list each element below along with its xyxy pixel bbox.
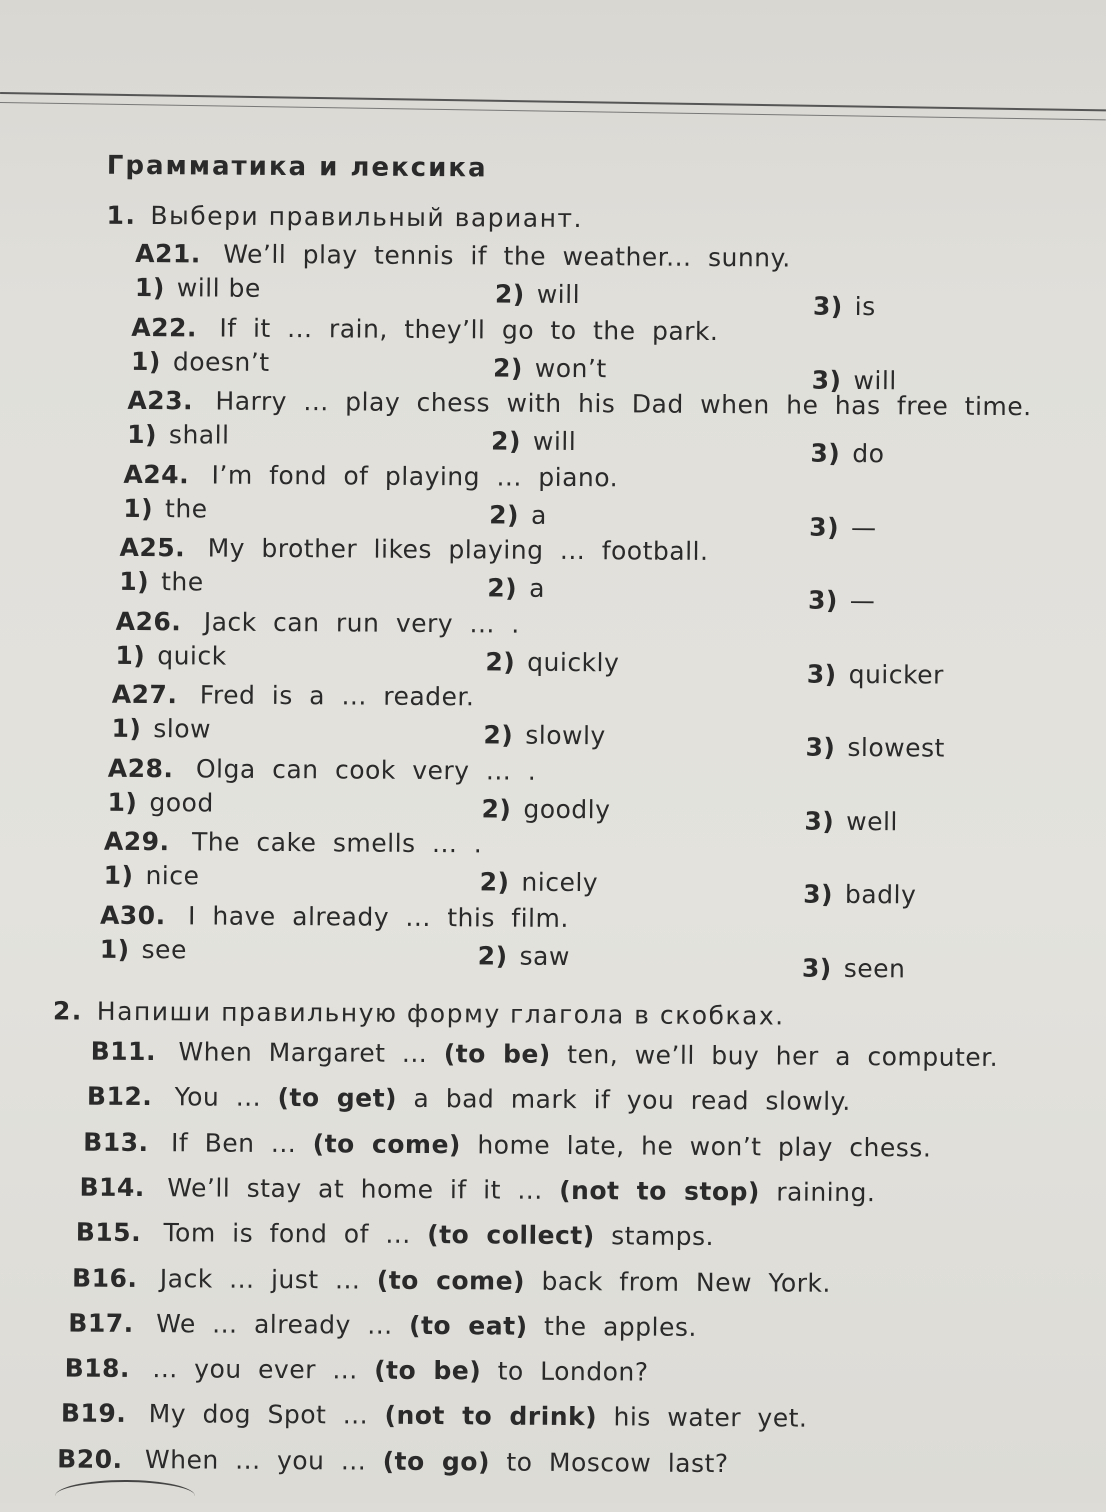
question bbox=[119, 533, 708, 566]
item-before: You ... bbox=[158, 1082, 278, 1113]
question-text: We’ll play tennis if the weather... sunny. bbox=[206, 239, 791, 273]
task1-heading bbox=[106, 201, 583, 233]
answer-option[interactable] bbox=[107, 787, 213, 817]
item-after: home late, he won’t play chess. bbox=[460, 1129, 932, 1163]
option-text: goodly bbox=[523, 794, 611, 824]
answer-option[interactable] bbox=[808, 586, 876, 615]
answer-option[interactable] bbox=[478, 941, 570, 971]
option-number: 3) bbox=[809, 512, 840, 542]
option-number: 2) bbox=[483, 720, 514, 750]
item-verb: (to collect) bbox=[427, 1220, 595, 1251]
verb-item bbox=[61, 1399, 808, 1433]
item-id: B15. bbox=[75, 1217, 142, 1248]
answer-option[interactable] bbox=[115, 640, 226, 670]
option-text: shall bbox=[168, 420, 230, 450]
question-id: A28. bbox=[107, 753, 174, 783]
task2-heading bbox=[53, 996, 785, 1030]
item-verb: (to go) bbox=[382, 1446, 491, 1477]
item-verb: (not to stop) bbox=[559, 1175, 760, 1207]
item-after: back from New York. bbox=[524, 1266, 832, 1298]
option-number: 3) bbox=[803, 879, 834, 909]
option-number: 1) bbox=[134, 272, 165, 303]
option-text: will bbox=[532, 426, 577, 457]
item-before: We ... already ... bbox=[139, 1308, 410, 1340]
answer-option[interactable] bbox=[481, 794, 610, 824]
answer-option[interactable] bbox=[127, 420, 230, 450]
item-before: When ... you ... bbox=[128, 1444, 383, 1476]
option-number: 2) bbox=[477, 940, 508, 971]
question-id: A26. bbox=[115, 606, 182, 636]
item-before: When Margaret ... bbox=[161, 1037, 444, 1069]
question bbox=[112, 680, 475, 712]
question bbox=[116, 606, 520, 638]
answer-option[interactable] bbox=[104, 861, 200, 891]
item-after: his water yet. bbox=[597, 1402, 808, 1434]
option-number: 2) bbox=[487, 573, 518, 603]
question bbox=[131, 312, 718, 345]
option-number: 1) bbox=[111, 713, 142, 744]
option-number: 1) bbox=[99, 934, 130, 964]
verb-item bbox=[72, 1263, 831, 1297]
verb-item bbox=[57, 1444, 729, 1478]
top-rule-line bbox=[0, 92, 1106, 120]
option-text: — bbox=[850, 512, 877, 542]
answer-option[interactable] bbox=[802, 953, 906, 983]
option-number: 2) bbox=[479, 867, 510, 897]
verb-item bbox=[79, 1172, 875, 1207]
item-verb: (to come) bbox=[376, 1265, 526, 1296]
task2-instruction: Напиши правильную форму глагола в скобках. bbox=[96, 996, 785, 1031]
item-before: If Ben ... bbox=[154, 1127, 313, 1158]
answer-option[interactable] bbox=[489, 500, 547, 529]
verb-item bbox=[83, 1127, 931, 1162]
question-text: I have already ... this film. bbox=[171, 900, 569, 933]
option-number: 2) bbox=[494, 279, 525, 309]
verb-item bbox=[68, 1308, 697, 1341]
option-text: see bbox=[141, 934, 187, 964]
answer-option[interactable] bbox=[100, 934, 187, 964]
verb-item bbox=[76, 1218, 714, 1251]
question-id: A29. bbox=[103, 826, 170, 857]
option-text: nicely bbox=[521, 867, 599, 898]
item-id: B19. bbox=[60, 1398, 127, 1429]
option-text: quickly bbox=[527, 647, 620, 677]
answer-option[interactable] bbox=[804, 806, 898, 836]
option-text: won’t bbox=[534, 353, 607, 383]
question-text: My brother likes playing ... football. bbox=[191, 533, 709, 566]
question-text: If it ... rain, they’ll go to the park. bbox=[202, 312, 719, 346]
item-verb: (not to drink) bbox=[384, 1401, 598, 1432]
verb-item bbox=[91, 1037, 999, 1072]
option-number: 2) bbox=[485, 646, 516, 677]
item-before: ... you ever ... bbox=[135, 1354, 375, 1385]
question-id: A21. bbox=[135, 238, 201, 269]
option-number: 1) bbox=[115, 640, 146, 670]
question-text: Jack can run very ... . bbox=[187, 606, 520, 639]
task2-number: 2. bbox=[52, 996, 83, 1026]
item-verb: (to be) bbox=[443, 1039, 551, 1069]
item-id: B12. bbox=[86, 1081, 153, 1112]
answer-option[interactable] bbox=[813, 292, 876, 321]
option-number: 1) bbox=[107, 787, 138, 817]
option-text: seen bbox=[843, 953, 906, 983]
item-id: B18. bbox=[64, 1353, 131, 1384]
option-text: a bbox=[529, 573, 546, 603]
option-number: 3) bbox=[811, 365, 842, 395]
option-number: 3) bbox=[807, 585, 838, 615]
option-number: 3) bbox=[804, 806, 835, 836]
question bbox=[100, 900, 569, 932]
option-number: 2) bbox=[491, 426, 522, 456]
answer-option[interactable] bbox=[803, 880, 916, 910]
section-title: Грамматика и лексика bbox=[106, 150, 488, 184]
item-after: to Moscow last? bbox=[489, 1447, 729, 1478]
task1-instruction: Выбери правильный вариант. bbox=[150, 201, 584, 234]
option-number: 1) bbox=[103, 860, 134, 890]
item-id: B20. bbox=[57, 1444, 123, 1474]
question-id: A30. bbox=[99, 900, 166, 930]
answer-option[interactable] bbox=[807, 659, 944, 689]
answer-option[interactable] bbox=[483, 720, 605, 750]
question bbox=[123, 459, 618, 491]
option-text: doesn’t bbox=[172, 346, 270, 377]
option-text: good bbox=[149, 787, 214, 818]
answer-option[interactable] bbox=[131, 346, 270, 376]
option-text: is bbox=[854, 291, 876, 322]
question-text: Olga can cook very ... . bbox=[179, 753, 537, 786]
option-number: 3) bbox=[805, 732, 836, 762]
option-text: will bbox=[536, 279, 581, 310]
item-id: B16. bbox=[71, 1263, 138, 1293]
option-text: badly bbox=[844, 879, 917, 910]
option-text: will bbox=[853, 365, 897, 395]
question-id: A27. bbox=[111, 679, 178, 710]
task1-number: 1. bbox=[106, 200, 137, 230]
item-before: We’ll stay at home if it ... bbox=[150, 1172, 560, 1205]
item-id: B14. bbox=[79, 1172, 145, 1202]
question-text: The cake smells ... . bbox=[175, 827, 483, 859]
question-id: A22. bbox=[131, 312, 198, 342]
option-number: 2) bbox=[492, 352, 523, 383]
option-text: slow bbox=[153, 714, 212, 744]
question bbox=[127, 386, 1031, 421]
option-number: 1) bbox=[130, 346, 162, 376]
option-text: the bbox=[164, 493, 208, 523]
question-id: A23. bbox=[127, 385, 194, 416]
item-before: My dog Spot ... bbox=[132, 1399, 385, 1431]
option-text: a bbox=[530, 500, 547, 530]
answer-option[interactable] bbox=[491, 426, 576, 456]
handwriting-mark bbox=[55, 1480, 195, 1512]
item-verb: (to be) bbox=[374, 1355, 482, 1386]
question-text: I’m fond of playing ... piano. bbox=[195, 459, 619, 492]
question bbox=[104, 827, 483, 859]
option-number: 1) bbox=[127, 419, 158, 450]
answer-option[interactable] bbox=[480, 867, 599, 897]
item-after: a bad mark if you read slowly. bbox=[396, 1084, 851, 1117]
answer-option[interactable] bbox=[810, 439, 884, 469]
option-text: quick bbox=[157, 640, 227, 671]
option-number: 2) bbox=[481, 793, 512, 824]
answer-option[interactable] bbox=[805, 733, 944, 763]
question-text: Harry ... play chess with his Dad when he has free time. bbox=[198, 386, 1032, 422]
question-id: A24. bbox=[123, 459, 190, 489]
answer-option[interactable] bbox=[111, 714, 211, 744]
item-after: the apples. bbox=[527, 1311, 697, 1342]
item-after: raining. bbox=[759, 1177, 876, 1208]
question bbox=[108, 753, 537, 785]
verb-item bbox=[65, 1354, 649, 1387]
option-text: the bbox=[161, 567, 204, 597]
answer-option[interactable] bbox=[485, 647, 619, 677]
option-number: 3) bbox=[810, 438, 841, 468]
option-text: will be bbox=[176, 273, 261, 303]
item-before: Tom is fond of ... bbox=[147, 1218, 428, 1250]
option-number: 3) bbox=[801, 953, 832, 983]
item-after: to London? bbox=[481, 1356, 649, 1387]
option-number: 2) bbox=[489, 499, 520, 530]
verb-item bbox=[87, 1082, 851, 1116]
answer-option[interactable] bbox=[495, 279, 580, 309]
option-text: quicker bbox=[848, 659, 944, 690]
answer-option[interactable] bbox=[119, 567, 204, 597]
item-verb: (to get) bbox=[277, 1083, 398, 1114]
item-after: ten, we’ll buy her a computer. bbox=[550, 1039, 999, 1072]
item-verb: (to eat) bbox=[409, 1310, 528, 1341]
answer-option[interactable] bbox=[135, 273, 261, 303]
option-number: 3) bbox=[812, 291, 843, 321]
question-text: Fred is a ... reader. bbox=[183, 680, 475, 712]
question bbox=[135, 239, 791, 273]
option-text: nice bbox=[145, 861, 200, 891]
option-text: — bbox=[849, 585, 876, 616]
option-number: 1) bbox=[119, 566, 150, 597]
item-id: B17. bbox=[68, 1308, 134, 1338]
option-text: do bbox=[852, 438, 885, 469]
option-text: slowly bbox=[525, 720, 606, 751]
answer-option[interactable] bbox=[809, 512, 877, 541]
option-text: well bbox=[846, 806, 899, 836]
answer-option[interactable] bbox=[123, 493, 208, 523]
item-after: stamps. bbox=[594, 1221, 715, 1252]
option-text: saw bbox=[519, 941, 570, 971]
item-before: Jack ... just ... bbox=[143, 1263, 377, 1295]
answer-option[interactable] bbox=[487, 573, 545, 602]
option-number: 3) bbox=[806, 659, 837, 689]
question-id: A25. bbox=[119, 532, 186, 563]
option-number: 1) bbox=[123, 493, 154, 523]
item-id: B11. bbox=[90, 1036, 157, 1067]
answer-option[interactable] bbox=[493, 353, 607, 383]
item-id: B13. bbox=[83, 1127, 149, 1157]
item-verb: (to come) bbox=[312, 1128, 462, 1159]
option-text: slowest bbox=[847, 732, 945, 763]
